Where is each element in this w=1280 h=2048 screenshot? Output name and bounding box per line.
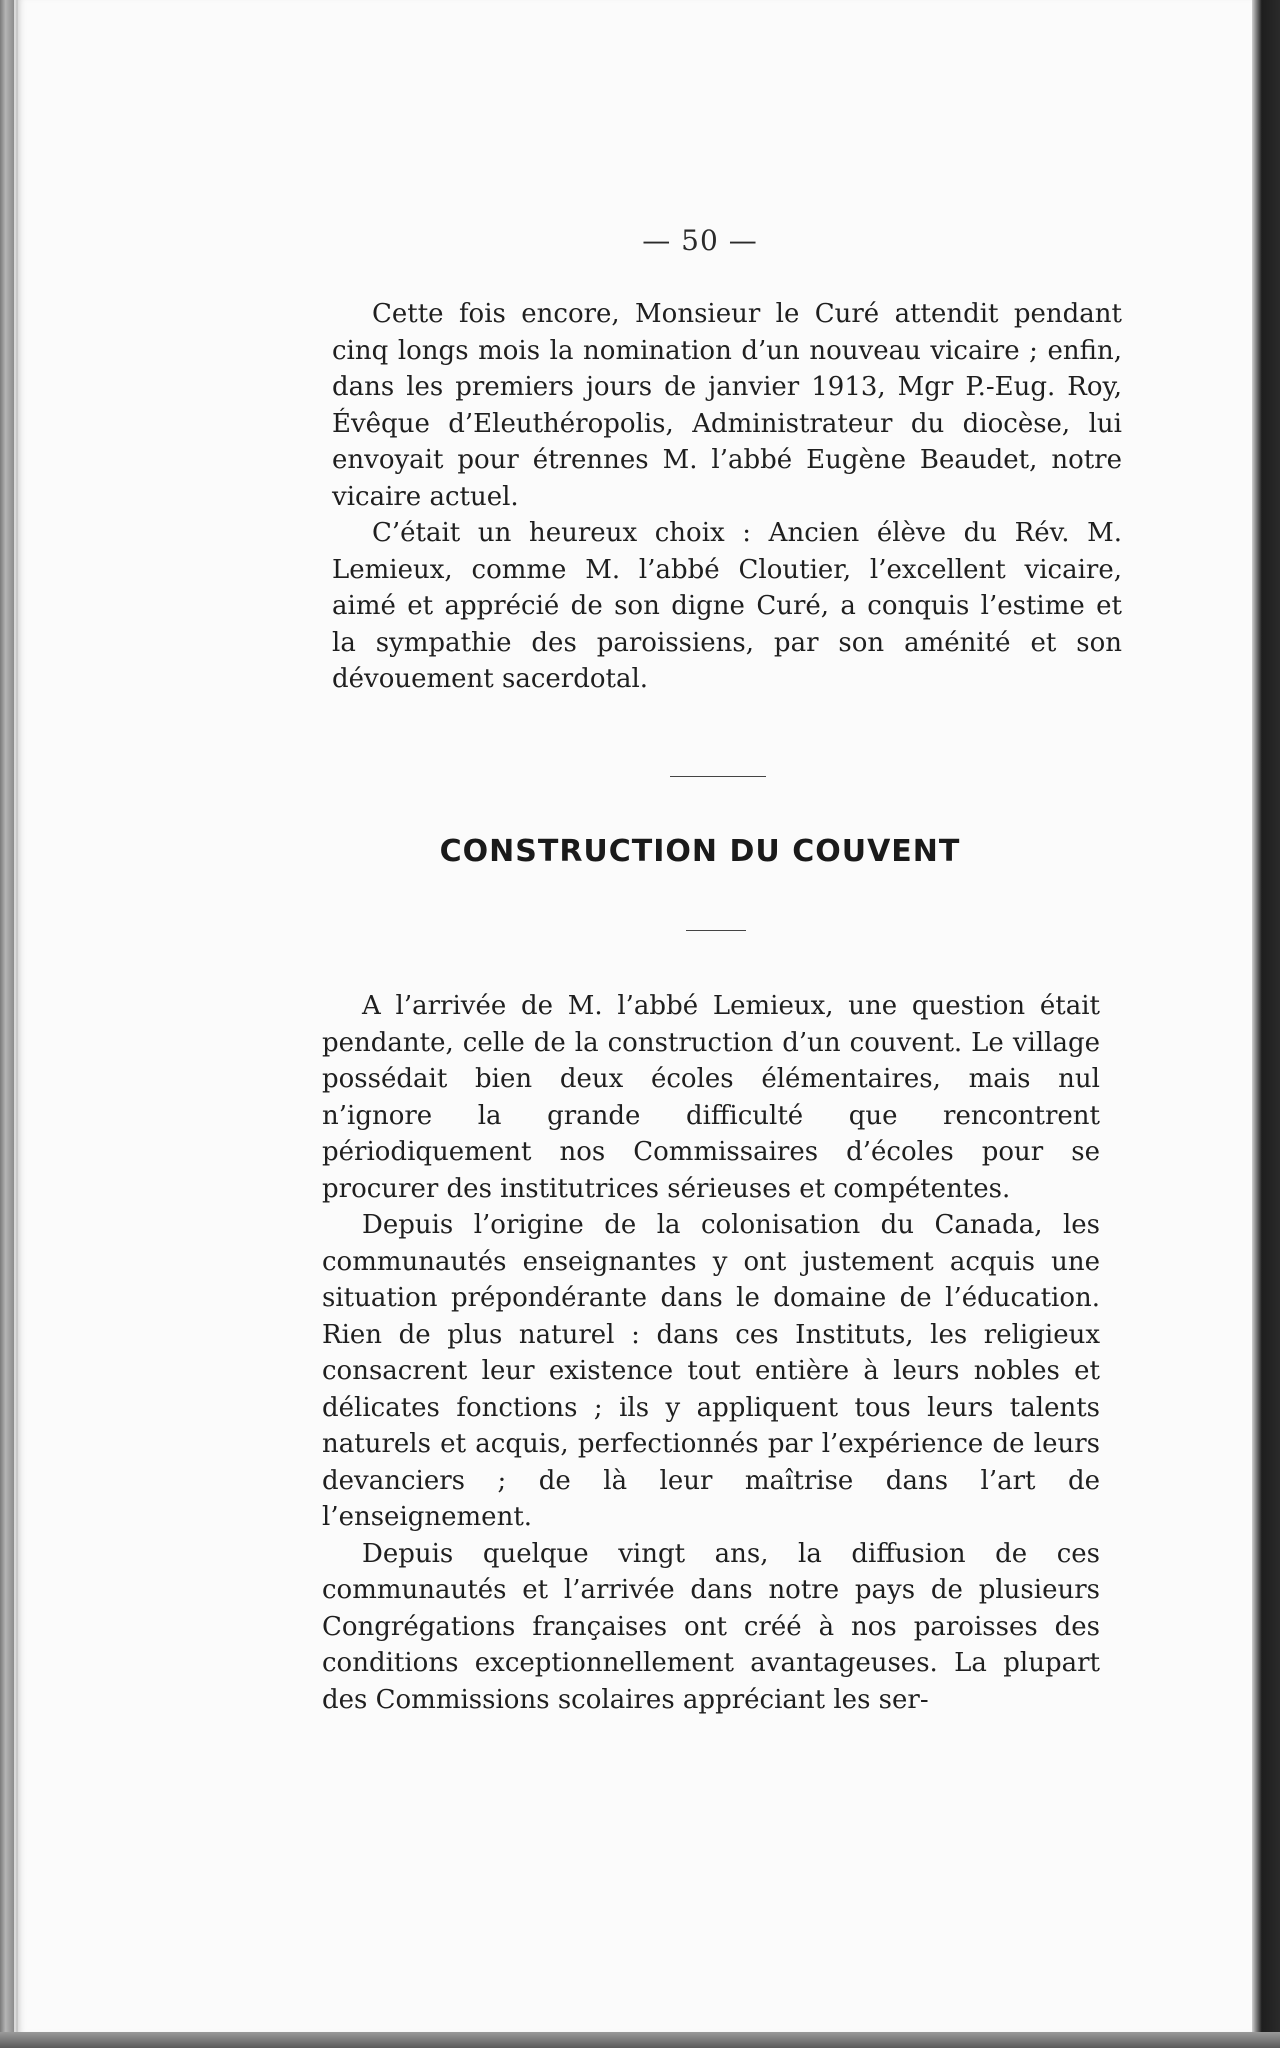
- page-edge-right: [1252, 0, 1280, 2048]
- paragraph: Depuis l’origine de la colonisation du Canada, les communautés enseignantes y ont justement acquis une situation prépondérante dans le domaine de l’éducation. Rien de plus naturel : dans ces Instituts, les religieux consacrent leur existence tout entière à leurs nobles et délicates fonctions ; ils y appliquent tous leurs talents naturels et acquis, perfectionnés par l’expérience de leurs devanciers ; de là leur maîtrise dans l’art de l’enseignement.: [322, 1210, 1100, 1532]
- text-block-after: [322, 988, 1100, 1718]
- section-title: CONSTRUCTION DU COUVENT: [439, 834, 961, 869]
- paragraph: C’était un heureux choix : Ancien élève du Rév. M. Lemieux, comme M. l’abbé Cloutier, l’excellent vicaire, aimé et apprécié de son digne Curé, a conquis l’estime et la sympathie des paroissiens, par son aménité et son dévouement sacerdotal.: [332, 518, 1122, 694]
- paragraph: A l’arrivée de M. l’abbé Lemieux, une question était pendante, celle de la construction d’un couvent. Le village possédait bien deux écoles élémentaires, mais nul n’ignore la grande difficulté que rencontrent périodiquement nos Commissaires d’écoles pour se procurer des institutrices sérieuses et compétentes.: [322, 991, 1100, 1204]
- page-gutter-left: [0, 0, 14, 2048]
- text-block-before: [332, 296, 1122, 698]
- separator-rule: [670, 776, 766, 777]
- paragraph: Cette fois encore, Monsieur le Curé attendit pendant cinq longs mois la nomination d’un nouveau vicaire ; enfin, dans les premiers jours de janvier 1913, Mgr P.-Eug. Roy, Évêque d’Eleuthéropolis, Administrateur du diocèse, lui envoyait pour étrennes M. l’abbé Eugène Beaudet, notre vicaire actuel.: [332, 299, 1122, 512]
- page-edge-bottom: [0, 2032, 1280, 2048]
- page-number: — 50 —: [642, 224, 758, 257]
- separator-rule: [686, 930, 746, 931]
- paragraph: Depuis quelque vingt ans, la diffusion de ces communautés et l’arrivée dans notre pays de plusieurs Congrégations françaises ont créé à nos paroisses des conditions exceptionnellement avantageuses. La plupart des Commissions scolaires appréciant les ser-: [322, 1538, 1100, 1715]
